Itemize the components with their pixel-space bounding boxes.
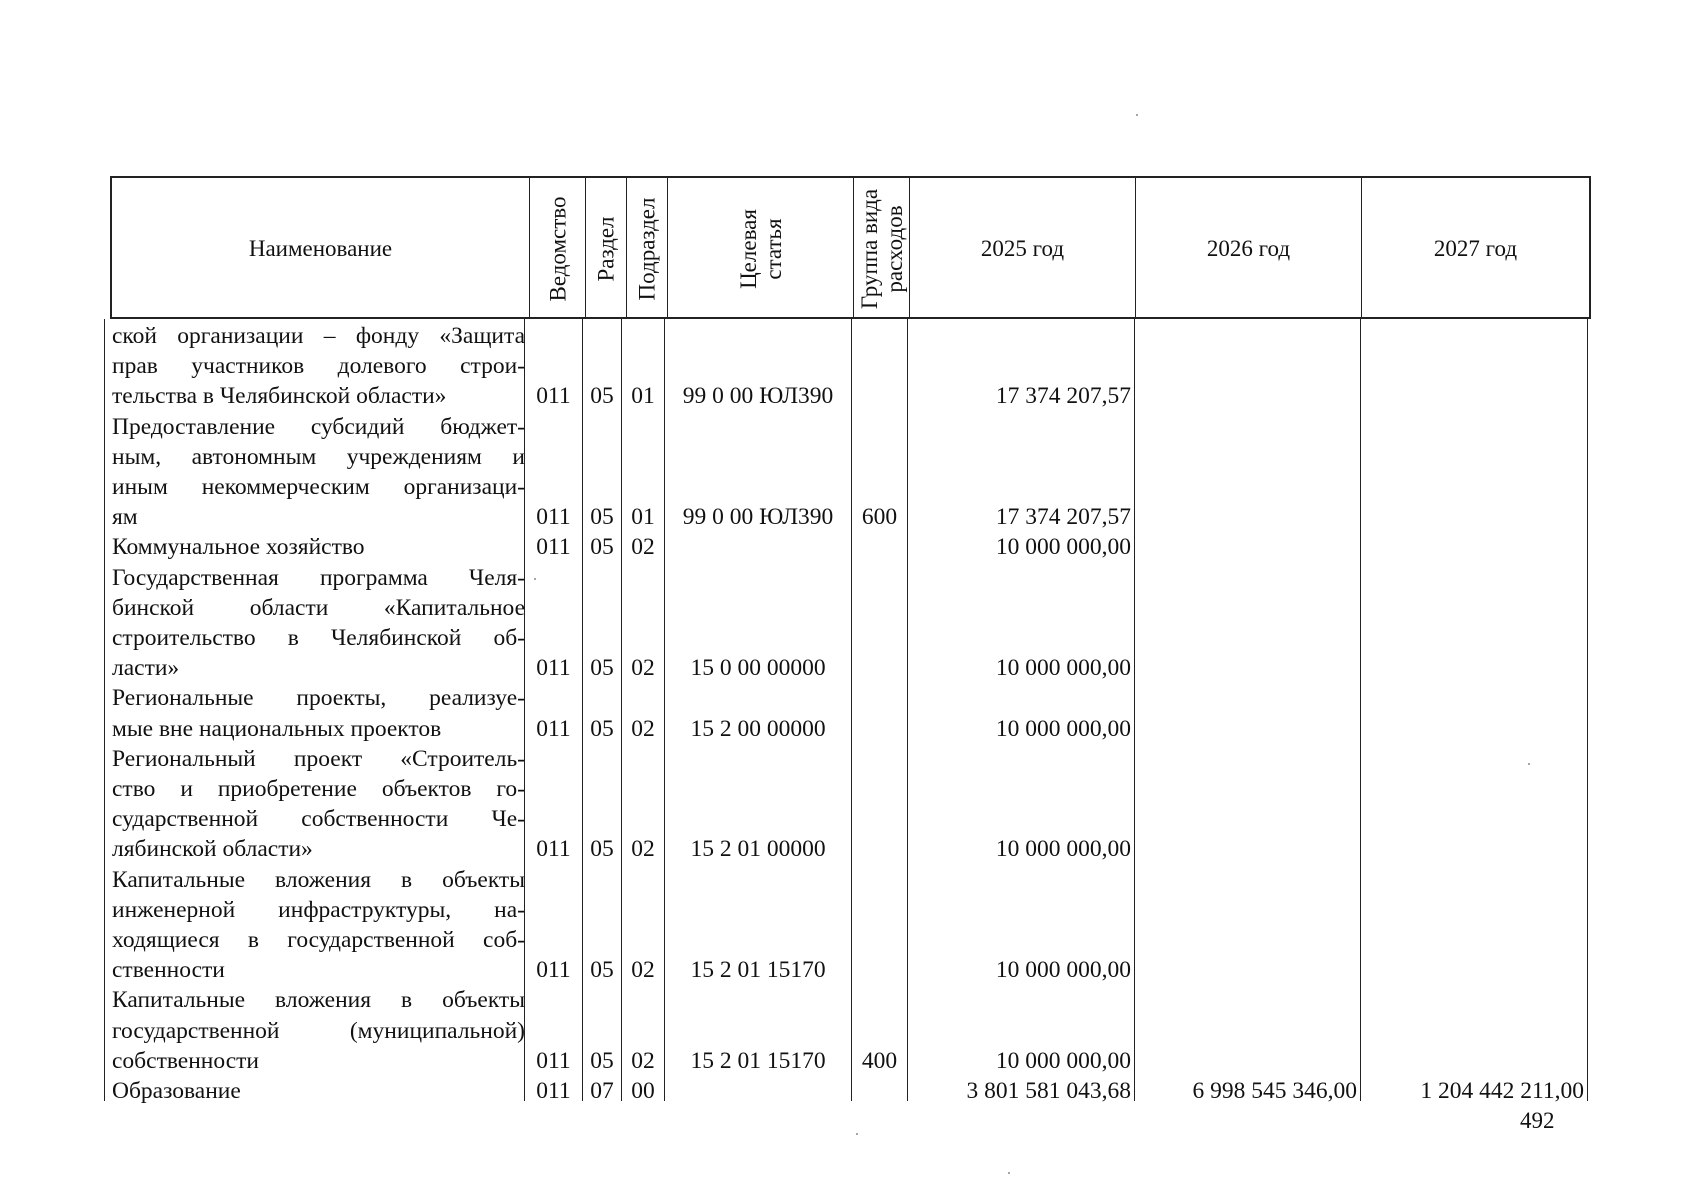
table-row xyxy=(110,683,1591,743)
header-2026: 2026 год xyxy=(1206,235,1291,261)
table-row xyxy=(110,563,1591,684)
cell-sec: 05 xyxy=(590,836,614,863)
header-group xyxy=(857,188,907,308)
row-name-line: ям xyxy=(112,504,138,531)
cell-y2027: 1 204 442 211,00 xyxy=(1420,1078,1584,1104)
header-department: Ведомство xyxy=(545,195,570,302)
cell-dept: 011 xyxy=(536,836,571,863)
header-target-line1: Целевая xyxy=(735,208,761,289)
row-name-line: собственности xyxy=(112,1047,259,1074)
row-name-line: Капитальные вложения в объекты xyxy=(112,866,525,893)
row-name-line: Капитальные вложения в объекты xyxy=(112,987,525,1014)
header-name: Наименование xyxy=(248,235,393,261)
cell-group: 600 xyxy=(861,504,898,531)
scan-speck xyxy=(534,578,536,580)
cell-group: 400 xyxy=(861,1047,898,1074)
cell-target: 15 2 01 15170 xyxy=(690,1047,826,1074)
cell-dept: 011 xyxy=(536,1047,571,1074)
row-name-line: ской организации – фонду «Защита xyxy=(112,323,525,349)
row-name-line: прав участников долевого строи- xyxy=(112,353,525,380)
cell-sub: 02 xyxy=(631,715,655,742)
row-name-line: иным некоммерческим организаци- xyxy=(112,474,525,500)
header-2027: 2027 год xyxy=(1433,235,1518,261)
scan-speck xyxy=(1008,1172,1010,1174)
scan-speck xyxy=(1528,763,1530,765)
cell-dept: 011 xyxy=(536,504,571,531)
table-body xyxy=(110,319,1591,1104)
cell-y2025: 10 000 000,00 xyxy=(995,534,1131,561)
cell-sub: 02 xyxy=(631,1047,655,1074)
table-row xyxy=(110,412,1591,533)
row-name-line: ласти» xyxy=(112,655,180,682)
cell-target: 99 0 00 ЮЛ390 xyxy=(682,504,834,531)
row-name-line: Образование xyxy=(112,1078,241,1104)
row-name-line: государственной (муниципальной) xyxy=(112,1017,525,1044)
cell-target: 15 2 01 15170 xyxy=(690,957,826,984)
cell-sec: 05 xyxy=(590,504,614,531)
table-row xyxy=(110,532,1591,562)
cell-target: 15 0 00 00000 xyxy=(690,655,826,682)
cell-dept: 011 xyxy=(536,534,571,561)
cell-sub: 01 xyxy=(631,383,655,410)
cell-sec: 05 xyxy=(590,1047,614,1074)
cell-dept: 011 xyxy=(536,957,571,984)
header-subsection-cell xyxy=(627,178,668,319)
row-name xyxy=(112,321,525,412)
cell-sub: 02 xyxy=(631,534,655,561)
header-name-cell xyxy=(112,178,530,319)
cell-sec: 05 xyxy=(590,383,614,410)
row-name-line: сударственной собственности Че- xyxy=(112,806,525,833)
cell-dept: 011 xyxy=(536,1078,571,1104)
row-name-line: Региональные проекты, реализуе- xyxy=(112,685,525,712)
table-row xyxy=(110,321,1591,412)
cell-sub: 01 xyxy=(631,504,655,531)
row-name-line: строительство в Челябинской об- xyxy=(112,625,525,651)
header-2025-cell xyxy=(910,178,1136,319)
row-name xyxy=(112,563,525,684)
header-group-cell xyxy=(854,178,910,319)
cell-y2026: 6 998 545 346,00 xyxy=(1192,1078,1357,1104)
row-name xyxy=(112,744,525,865)
cell-y2025: 10 000 000,00 xyxy=(995,655,1131,682)
header-section: Раздел xyxy=(593,215,619,282)
header-2025: 2025 год xyxy=(980,235,1065,261)
page-number: 492 xyxy=(1520,1108,1555,1133)
table-row xyxy=(110,744,1591,865)
cell-y2025: 10 000 000,00 xyxy=(995,836,1131,863)
cell-sub: 02 xyxy=(631,836,655,863)
row-name-line: Предоставление субсидий бюджет- xyxy=(112,413,525,440)
row-name-line: инженерной инфраструктуры, на- xyxy=(112,896,525,923)
cell-y2025: 10 000 000,00 xyxy=(995,1047,1131,1074)
cell-sec: 05 xyxy=(590,957,614,984)
cell-y2025: 10 000 000,00 xyxy=(995,957,1131,984)
header-group-line2: расходов xyxy=(881,204,907,293)
cell-sec: 07 xyxy=(590,1078,614,1104)
scan-speck xyxy=(1136,114,1138,116)
header-group-line1: Группа вида xyxy=(856,188,882,309)
row-name xyxy=(112,865,525,986)
cell-y2025: 10 000 000,00 xyxy=(995,715,1131,742)
cell-dept: 011 xyxy=(536,383,571,410)
row-name-line: ходящиеся в государственной соб- xyxy=(112,927,525,953)
row-name xyxy=(112,412,525,533)
cell-y2025: 3 801 581 043,68 xyxy=(966,1078,1131,1104)
table-row xyxy=(110,985,1591,1076)
header-2026-cell xyxy=(1136,178,1362,319)
table-row xyxy=(110,865,1591,986)
cell-dept: 011 xyxy=(536,715,571,742)
header-subsection: Подраздел xyxy=(634,197,660,300)
cell-dept: 011 xyxy=(536,655,571,682)
row-name-line: бинской области «Капитальное xyxy=(112,594,525,621)
row-name-line: Региональный проект «Строитель- xyxy=(112,745,525,772)
row-name-line: тельства в Челябинской области» xyxy=(112,383,447,410)
row-name-line: ство и приобретение объектов го- xyxy=(112,776,525,802)
cell-sub: 02 xyxy=(631,957,655,984)
scan-speck xyxy=(856,1133,858,1135)
cell-sub: 02 xyxy=(631,655,655,682)
cell-sec: 05 xyxy=(590,655,614,682)
cell-target: 15 2 00 00000 xyxy=(690,715,826,742)
cell-sec: 05 xyxy=(590,534,614,561)
row-name xyxy=(112,683,525,743)
row-name xyxy=(112,985,525,1076)
header-target-cell xyxy=(668,178,854,319)
header-target xyxy=(736,209,786,289)
header-department-cell xyxy=(530,178,586,319)
cell-target: 15 2 01 00000 xyxy=(690,836,826,863)
cell-sub: 00 xyxy=(631,1078,655,1104)
row-name xyxy=(112,1076,525,1106)
row-name-line: Коммунальное хозяйство xyxy=(112,534,365,561)
row-name-line: Государственная программа Челя- xyxy=(112,564,525,591)
row-name-line: мые вне национальных проектов xyxy=(112,715,442,742)
header-target-line2: статья xyxy=(760,217,786,280)
header-section-cell xyxy=(586,178,627,319)
row-name xyxy=(112,532,525,562)
cell-target: 99 0 00 ЮЛ390 xyxy=(682,383,834,410)
table-row xyxy=(110,1076,1591,1106)
cell-sec: 05 xyxy=(590,715,614,742)
header-2027-cell xyxy=(1362,178,1589,319)
row-name-line: ственности xyxy=(112,957,225,984)
cell-y2025: 17 374 207,57 xyxy=(995,383,1131,410)
row-name-line: ным, автономным учреждениям и xyxy=(112,443,525,470)
column-divider xyxy=(104,319,105,1101)
row-name-line: лябинской области» xyxy=(112,836,313,863)
table-header xyxy=(110,176,1591,319)
cell-y2025: 17 374 207,57 xyxy=(995,504,1131,531)
